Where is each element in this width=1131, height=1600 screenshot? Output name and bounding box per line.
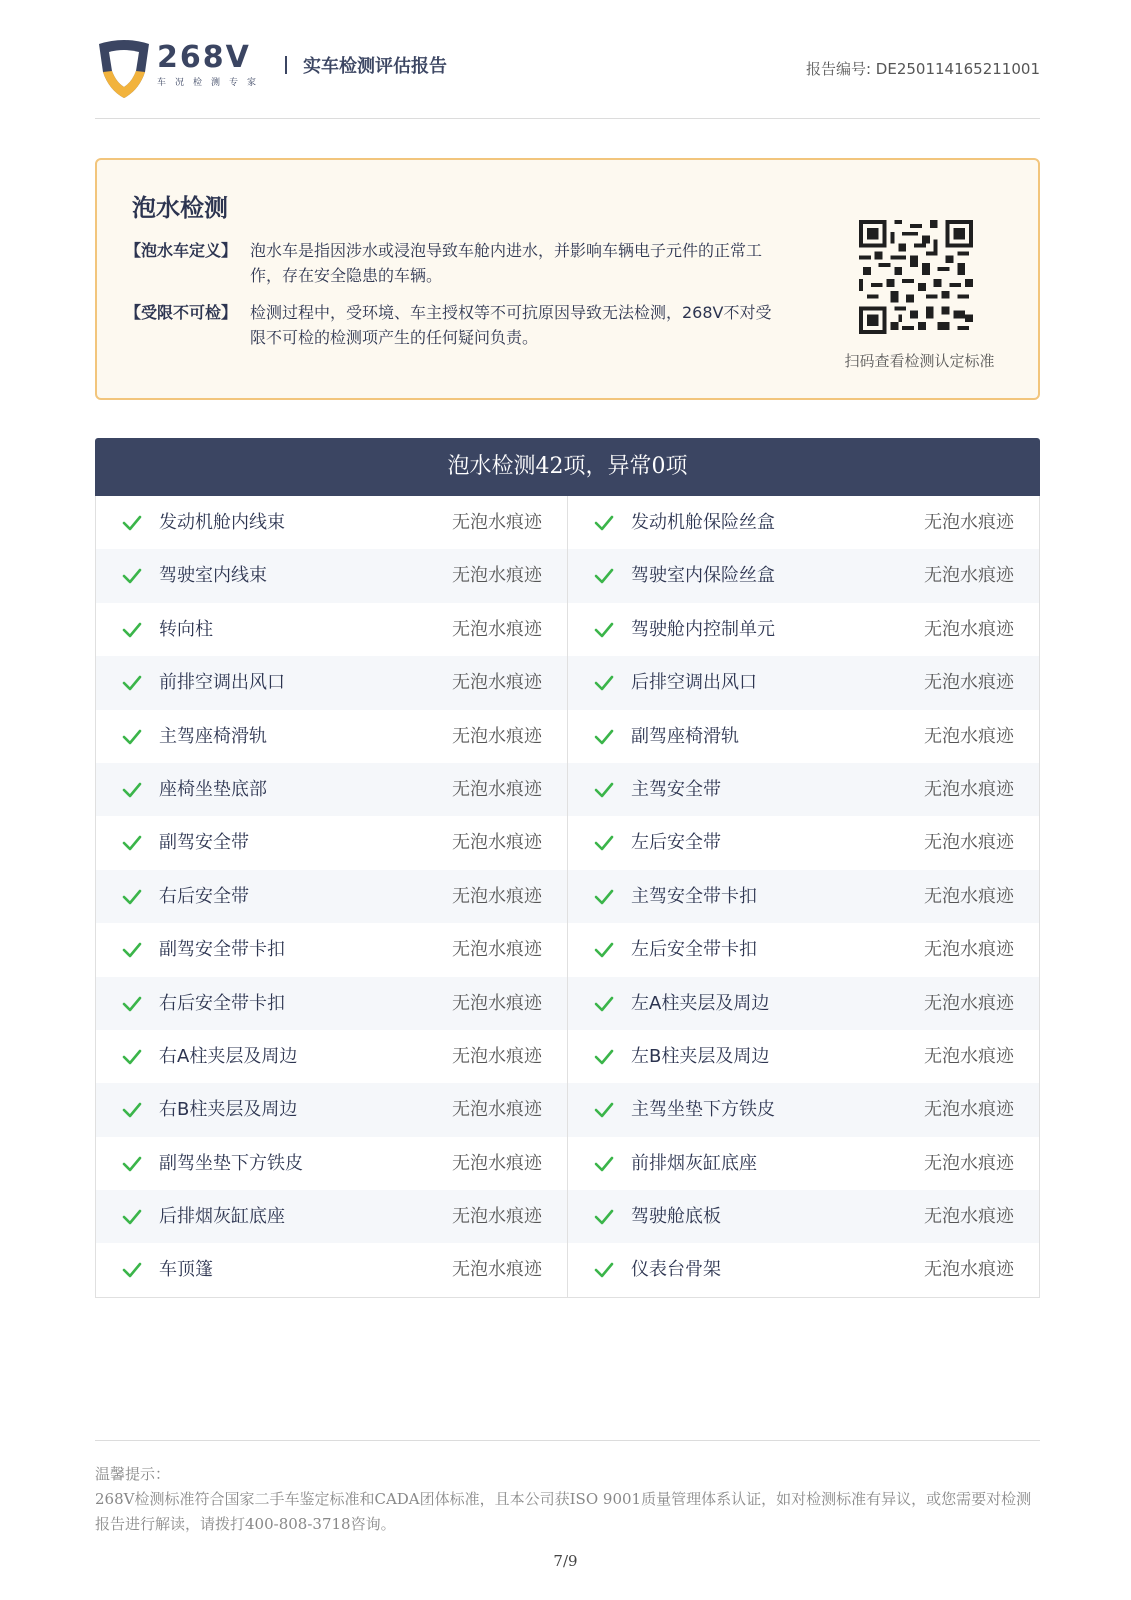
table-row: [96, 1137, 1039, 1190]
item-result: 无泡水痕迹: [452, 1099, 542, 1121]
definition-label: 【泡水车定义】: [125, 241, 238, 260]
inspection-item: [96, 603, 568, 656]
inspection-item: [568, 763, 1039, 816]
page-header: [95, 38, 1040, 98]
item-name: 主驾坐垫下方铁皮: [631, 1099, 775, 1121]
item-name: 后排烟灰缸底座: [159, 1206, 285, 1228]
inspection-table: [95, 496, 1040, 1298]
inspection-item: [96, 870, 568, 923]
check-icon: [594, 780, 614, 800]
item-result: 无泡水痕迹: [452, 1259, 542, 1281]
item-result: 无泡水痕迹: [924, 618, 1014, 640]
item-result: 无泡水痕迹: [452, 778, 542, 800]
tip-title: 温馨提示：: [95, 1465, 171, 1483]
check-icon: [594, 887, 614, 907]
item-name: 右B柱夹层及周边: [159, 1099, 298, 1121]
inspection-item: [568, 656, 1039, 709]
check-icon: [122, 780, 142, 800]
item-name: 左后安全带卡扣: [631, 939, 757, 961]
check-icon: [594, 1260, 614, 1280]
item-result: 无泡水痕迹: [452, 672, 542, 694]
section-title: 泡水检测: [132, 194, 228, 222]
check-icon: [122, 833, 142, 853]
check-icon: [122, 1047, 142, 1067]
table-heading: 泡水检测42项，异常0项: [95, 438, 1040, 496]
item-name: 副驾安全带: [159, 832, 249, 854]
check-icon: [122, 1260, 142, 1280]
table-row: [96, 549, 1039, 602]
item-name: 座椅坐垫底部: [159, 778, 267, 800]
inspection-item: [568, 1243, 1039, 1296]
shield-logo-icon: [95, 38, 153, 100]
item-name: 主驾安全带卡扣: [631, 885, 757, 907]
check-icon: [122, 1100, 142, 1120]
check-icon: [594, 833, 614, 853]
inspection-item: [568, 549, 1039, 602]
item-result: 无泡水痕迹: [452, 618, 542, 640]
item-name: 左后安全带: [631, 832, 721, 854]
item-name: 前排烟灰缸底座: [631, 1152, 757, 1174]
item-result: 无泡水痕迹: [924, 832, 1014, 854]
table-row: [96, 496, 1039, 549]
item-name: 右后安全带: [159, 885, 249, 907]
definition-text: 泡水车是指因涉水或浸泡导致车舱内进水，并影响车辆电子元件的正常工作，存在安全隐患的车辆。: [250, 241, 763, 285]
check-icon: [594, 1100, 614, 1120]
inspection-item: [568, 1190, 1039, 1243]
inspection-item: [568, 710, 1039, 763]
inspection-item: [96, 549, 568, 602]
inspection-item: [96, 763, 568, 816]
report-title: 实车检测评估报告: [303, 56, 447, 77]
check-icon: [122, 620, 142, 640]
qr-code-icon[interactable]: [859, 220, 973, 334]
inspection-item: [568, 977, 1039, 1030]
item-result: 无泡水痕迹: [924, 885, 1014, 907]
check-icon: [594, 620, 614, 640]
table-row: [96, 1083, 1039, 1136]
item-result: 无泡水痕迹: [452, 832, 542, 854]
item-result: 无泡水痕迹: [924, 778, 1014, 800]
item-result: 无泡水痕迹: [924, 512, 1014, 533]
item-name: 主驾安全带: [631, 778, 721, 800]
check-icon: [122, 673, 142, 693]
check-icon: [594, 1207, 614, 1227]
item-result: 无泡水痕迹: [924, 1206, 1014, 1228]
check-icon: [594, 727, 614, 747]
inspection-item: [568, 923, 1039, 976]
limitation-label: 【受限不可检】: [125, 303, 238, 322]
table-row: [96, 923, 1039, 976]
item-result: 无泡水痕迹: [924, 939, 1014, 961]
inspection-item: [96, 923, 568, 976]
inspection-item: [96, 1083, 568, 1136]
tip-text: 268V检测标准符合国家二手车鉴定标准和CADA团体标准，且本公司获ISO 9001质量管理体系认证，如对检测标准有异议，或您需要对检测报告进行解读，请拨打400-808-3718咨询。: [95, 1490, 1032, 1533]
check-icon: [122, 1207, 142, 1227]
item-result: 无泡水痕迹: [924, 1099, 1014, 1121]
item-name: 驾驶室内保险丝盒: [631, 565, 775, 587]
check-icon: [122, 727, 142, 747]
item-name: 仪表台骨架: [631, 1259, 721, 1281]
table-row: [96, 1190, 1039, 1243]
item-result: 无泡水痕迹: [924, 565, 1014, 587]
item-name: 副驾坐垫下方铁皮: [159, 1152, 303, 1174]
inspection-item: [96, 816, 568, 869]
item-result: 无泡水痕迹: [452, 725, 542, 747]
limitation-text: 检测过程中，受环境、车主授权等不可抗原因导致无法检测，268V不对受限不可检的检测项产生的任何疑问负责。: [250, 303, 772, 347]
brand-name: 268V: [157, 40, 251, 75]
item-result: 无泡水痕迹: [924, 725, 1014, 747]
item-result: 无泡水痕迹: [452, 992, 542, 1014]
item-result: 无泡水痕迹: [452, 885, 542, 907]
check-icon: [122, 887, 142, 907]
table-row: [96, 977, 1039, 1030]
item-name: 右A柱夹层及周边: [159, 1045, 298, 1067]
info-box: [95, 158, 1040, 400]
check-icon: [122, 994, 142, 1014]
table-row: [96, 1030, 1039, 1083]
check-icon: [122, 1154, 142, 1174]
inspection-item: [96, 710, 568, 763]
item-name: 车顶篷: [159, 1259, 213, 1281]
page-number: 7/9: [553, 1552, 578, 1570]
item-name: 驾驶室内线束: [159, 565, 267, 587]
inspection-item: [568, 1083, 1039, 1136]
check-icon: [594, 1154, 614, 1174]
item-name: 驾驶舱底板: [631, 1206, 721, 1228]
check-icon: [594, 513, 614, 533]
table-row: [96, 656, 1039, 709]
check-icon: [594, 994, 614, 1014]
footer-divider: [95, 1440, 1040, 1441]
inspection-item: [568, 816, 1039, 869]
inspection-item: [96, 1190, 568, 1243]
item-name: 副驾安全带卡扣: [159, 939, 285, 961]
item-result: 无泡水痕迹: [452, 512, 542, 533]
brand-subtitle: 车况检测专家: [157, 78, 266, 88]
item-name: 发动机舱保险丝盒: [631, 512, 775, 533]
item-name: 左B柱夹层及周边: [631, 1045, 770, 1067]
item-result: 无泡水痕迹: [452, 1045, 542, 1067]
table-row: [96, 870, 1039, 923]
table-row: [96, 763, 1039, 816]
inspection-item: [568, 1137, 1039, 1190]
inspection-item: [96, 656, 568, 709]
report-number: 报告编号: DE250114165211001: [805, 60, 1040, 78]
check-icon: [122, 513, 142, 533]
inspection-item: [568, 870, 1039, 923]
table-row: [96, 1243, 1039, 1296]
item-name: 右后安全带卡扣: [159, 992, 285, 1014]
item-name: 驾驶舱内控制单元: [631, 618, 775, 640]
inspection-item: [96, 1137, 568, 1190]
inspection-item: [96, 1243, 568, 1296]
table-row: [96, 816, 1039, 869]
check-icon: [594, 566, 614, 586]
table-row: [96, 603, 1039, 656]
check-icon: [594, 673, 614, 693]
check-icon: [594, 1047, 614, 1067]
item-result: 无泡水痕迹: [452, 939, 542, 961]
table-row: [96, 710, 1039, 763]
item-name: 发动机舱内线束: [159, 512, 285, 533]
item-result: 无泡水痕迹: [924, 1259, 1014, 1281]
inspection-item: [568, 603, 1039, 656]
check-icon: [122, 566, 142, 586]
check-icon: [122, 940, 142, 960]
header-separator: [285, 56, 287, 74]
qr-caption: 扫码查看检测认定标准: [844, 352, 995, 370]
item-result: 无泡水痕迹: [452, 1206, 542, 1228]
brand: [157, 42, 265, 88]
check-icon: [594, 940, 614, 960]
item-result: 无泡水痕迹: [924, 1152, 1014, 1174]
item-result: 无泡水痕迹: [452, 565, 542, 587]
item-name: 转向柱: [159, 618, 213, 640]
inspection-item: [96, 496, 568, 549]
header-divider: [95, 118, 1040, 119]
item-name: 左A柱夹层及周边: [631, 992, 770, 1014]
item-name: 副驾座椅滑轨: [631, 725, 739, 747]
item-result: 无泡水痕迹: [924, 992, 1014, 1014]
inspection-item: [96, 1030, 568, 1083]
inspection-item: [96, 977, 568, 1030]
inspection-item: [568, 1030, 1039, 1083]
item-result: 无泡水痕迹: [924, 1045, 1014, 1067]
item-result: 无泡水痕迹: [452, 1152, 542, 1174]
item-result: 无泡水痕迹: [924, 672, 1014, 694]
item-name: 后排空调出风口: [631, 672, 757, 694]
inspection-item: [568, 496, 1039, 549]
item-name: 主驾座椅滑轨: [159, 725, 267, 747]
item-name: 前排空调出风口: [159, 672, 285, 694]
